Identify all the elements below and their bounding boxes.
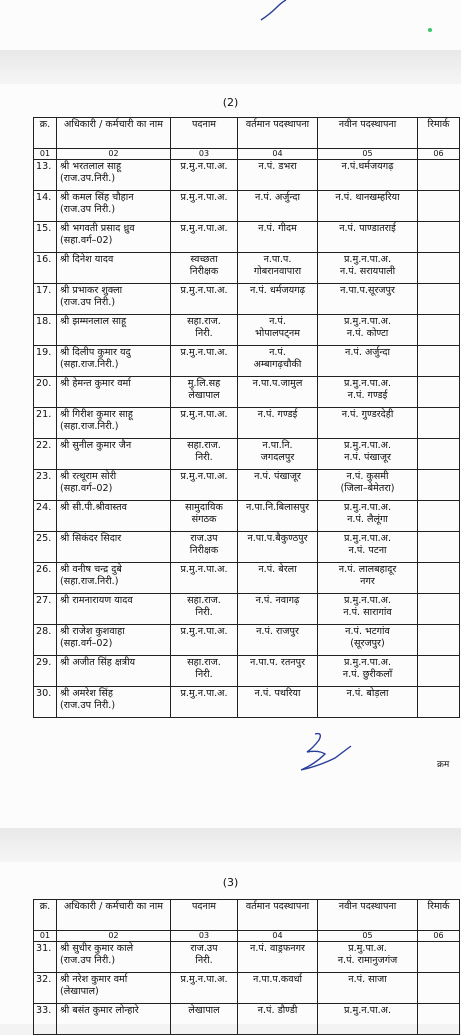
table-row — [34, 687, 460, 718]
cell-name: श्री बसंत कुमार लोन्हारे — [57, 1004, 171, 1035]
cell-sn: 28. — [34, 625, 57, 656]
cell-sn: 29. — [34, 656, 57, 687]
cell-sn: 24. — [34, 501, 57, 532]
cell-post: प्र.मु.न.पा.अ. — [171, 222, 238, 253]
cell-new: प्र.मु.न.पा.अ. न.पं. पंखाजूर — [318, 439, 418, 470]
table-row — [34, 942, 460, 973]
cell-current: न.पं. गण्डई — [238, 408, 318, 439]
column-number: 02 — [57, 149, 171, 160]
cell-post: सहा.राज. निरी. — [171, 594, 238, 625]
signature-bottom — [285, 730, 355, 778]
cell-name: श्री सुनील कुमार जैन — [57, 439, 171, 470]
column-number: 03 — [171, 149, 238, 160]
cell-current: न.पा.प.जामुल — [238, 377, 318, 408]
table-row — [34, 532, 460, 563]
header-cell: रिमार्क — [418, 900, 460, 931]
cell-sn: 21. — [34, 408, 57, 439]
cell-name: श्री झम्मनलाल साहू — [57, 315, 171, 346]
cell-current: न.पं. धर्मजयगढ़ — [238, 284, 318, 315]
cell-name: श्री कमल सिंह चौहान (राज.उप निरी.) — [57, 191, 171, 222]
page-1-bottom — [0, 0, 461, 50]
table-row — [34, 563, 460, 594]
cell-name: श्री अजीत सिंह क्षत्रीय — [57, 656, 171, 687]
header-cell: नवीन पदस्थापना — [318, 900, 418, 931]
cell-post: प्र.मु.न.पा.अ. — [171, 687, 238, 718]
page-gap — [0, 828, 461, 862]
table-row — [34, 284, 460, 315]
cell-current: न.पा.नि.बिलासपुर — [238, 501, 318, 532]
cell-sn: 13. — [34, 160, 57, 191]
column-number: 05 — [318, 931, 418, 942]
cell-sn: 26. — [34, 563, 57, 594]
table-row — [34, 346, 460, 377]
table-row — [34, 160, 460, 191]
cell-name: श्री रामनारायण यादव — [57, 594, 171, 625]
page-number: (3) — [222, 876, 239, 889]
cell-name: श्री सी.पी.श्रीवास्तव — [57, 501, 171, 532]
column-number: 04 — [238, 149, 318, 160]
transfer-table — [33, 117, 460, 718]
cell-sn: 22. — [34, 439, 57, 470]
cell-name: श्री दिनेश यादव — [57, 253, 171, 284]
cell-name: श्री वनीष चन्द्र दुबे (सहा.राज.निरी.) — [57, 563, 171, 594]
cell-current: न.पा.प.कवर्धा — [238, 973, 318, 1004]
cell-post: प्र.मु.न.पा.अ. — [171, 408, 238, 439]
cell-remark — [418, 284, 460, 315]
cell-new: प्र.मु.न.पा.अ. न.पं. गण्डई — [318, 377, 418, 408]
green-dot — [428, 28, 432, 32]
cell-current: न.पा.नि. जगदलपुर — [238, 439, 318, 470]
table-row — [34, 408, 460, 439]
cell-new: न.पं. भटगांव (सूरजपुर) — [318, 625, 418, 656]
cell-current: न.पं. अर्जुन्दा — [238, 191, 318, 222]
cell-remark — [418, 377, 460, 408]
cell-sn: 25. — [34, 532, 57, 563]
column-number: 04 — [238, 931, 318, 942]
cell-remark — [418, 563, 460, 594]
column-number-row — [34, 149, 460, 160]
column-number: 01 — [34, 149, 57, 160]
cell-remark — [418, 222, 460, 253]
cell-remark — [418, 439, 460, 470]
cell-remark — [418, 470, 460, 501]
cell-new: प्र.मु.न.पा.अ. न.पं. पटना — [318, 532, 418, 563]
table-row — [34, 973, 460, 1004]
cell-name: श्री रत्थूराम सोरी (सहा.वर्ग–02) — [57, 470, 171, 501]
cell-name: श्री नरेश कुमार वर्मा (लेखापाल) — [57, 973, 171, 1004]
cell-sn: 27. — [34, 594, 57, 625]
cell-post: प्र.मु.न.पा.अ. — [171, 563, 238, 594]
cell-sn: 18. — [34, 315, 57, 346]
cell-name: श्री भगवती प्रसाद ध्रुव (सहा.वर्ग–02) — [57, 222, 171, 253]
cell-remark — [418, 625, 460, 656]
cell-post: मु.लि.सह लेखापाल — [171, 377, 238, 408]
table-row — [34, 191, 460, 222]
cell-name: श्री सिकंदर सिदार — [57, 532, 171, 563]
cell-new: प्र.मु.न.पा.अ. न.पं. सारागांव — [318, 594, 418, 625]
signature-top — [258, 0, 288, 22]
cell-sn: 23. — [34, 470, 57, 501]
cell-current: न.पा.प. गोबरानवापारा — [238, 253, 318, 284]
cell-remark — [418, 160, 460, 191]
header-cell: पदनाम — [171, 118, 238, 149]
table-row — [34, 1004, 460, 1035]
cell-new: न.पं. बोड़ला — [318, 687, 418, 718]
cell-sn: 20. — [34, 377, 57, 408]
cell-remark — [418, 191, 460, 222]
table-row — [34, 377, 460, 408]
header-row — [34, 900, 460, 931]
column-number: 06 — [418, 931, 460, 942]
cell-new: प्र.मु.न.पा.अ. न.पं. लैलूंगा — [318, 501, 418, 532]
column-number-row — [34, 931, 460, 942]
cell-current: न.पं. पंखाजूर — [238, 470, 318, 501]
column-number: 05 — [318, 149, 418, 160]
table-row — [34, 470, 460, 501]
cell-new: प्र.मु.न.पा.अ. न.पं. छुरीकलाँ — [318, 656, 418, 687]
cell-name: श्री राजेश कुशवाहा (सहा.वर्ग–02) — [57, 625, 171, 656]
cell-current: न.पं. नवागढ़ — [238, 594, 318, 625]
cell-current: न.पं. अम्बागढ़चौकी — [238, 346, 318, 377]
table-row — [34, 625, 460, 656]
cell-new: प्र.मु.न.पा.अ. न.पं. कोण्टा — [318, 315, 418, 346]
cell-post: राज.उप निरीक्षक — [171, 532, 238, 563]
cell-new: न.पं.धर्मजयगढ़ — [318, 160, 418, 191]
cell-post: प्र.मु.न.पा.अ. — [171, 973, 238, 1004]
cell-current: न.पं. वाड्रफनगर — [238, 942, 318, 973]
table-row — [34, 222, 460, 253]
cell-remark — [418, 594, 460, 625]
cell-post: सामुदायिक संगठक — [171, 501, 238, 532]
cell-current: न.पं. गीदम — [238, 222, 318, 253]
page-gap — [0, 50, 461, 84]
cell-sn: 30. — [34, 687, 57, 718]
cell-new: न.पं. कुसमी (जिला–बेमेतरा) — [318, 470, 418, 501]
cell-sn: 14. — [34, 191, 57, 222]
cell-post: प्र.मु.न.पा.अ. — [171, 625, 238, 656]
cell-sn: 19. — [34, 346, 57, 377]
column-number: 01 — [34, 931, 57, 942]
cell-remark — [418, 1004, 460, 1035]
header-cell: पदनाम — [171, 900, 238, 931]
cell-name: श्री गिरीश कुमार साहू (सहा.राज.निरी.) — [57, 408, 171, 439]
cell-new: न.पा.प.सूरजपुर — [318, 284, 418, 315]
cell-post: प्र.मु.न.पा.अ. — [171, 470, 238, 501]
cell-remark — [418, 253, 460, 284]
header-cell: क्र. — [34, 900, 57, 931]
column-number: 03 — [171, 931, 238, 942]
cell-remark — [418, 501, 460, 532]
cell-remark — [418, 532, 460, 563]
cell-post: सहा.राज. निरी. — [171, 439, 238, 470]
header-cell: क्र. — [34, 118, 57, 149]
cell-name: श्री दिलीप कुमार यदु (सहा.राज.निरी.) — [57, 346, 171, 377]
continuation-word: क्रम — [437, 760, 450, 770]
cell-current: न.पं. बेरला — [238, 563, 318, 594]
column-number: 06 — [418, 149, 460, 160]
cell-sn: 31. — [34, 942, 57, 973]
header-row — [34, 118, 460, 149]
cell-name: श्री अमरेश सिंह (राज.उप निरी.) — [57, 687, 171, 718]
table-row — [34, 656, 460, 687]
cell-post: लेखापाल — [171, 1004, 238, 1035]
cell-post: राज.उप निरी. — [171, 942, 238, 973]
table-row — [34, 315, 460, 346]
cell-post: प्र.मु.न.पा.अ. — [171, 346, 238, 377]
cell-post: प्र.मु.न.पा.अ. — [171, 284, 238, 315]
cell-post: स्वच्छता निरीक्षक — [171, 253, 238, 284]
cell-post: सहा.राज. निरी. — [171, 656, 238, 687]
cell-remark — [418, 942, 460, 973]
cell-new: न.पं. थानखम्हरिया — [318, 191, 418, 222]
cell-sn: 17. — [34, 284, 57, 315]
cell-remark — [418, 687, 460, 718]
header-cell: नवीन पदस्थापना — [318, 118, 418, 149]
cell-name: श्री सुधीर कुमार काले (राज.उप निरी.) — [57, 942, 171, 973]
cell-new: न.पं. अर्जुन्दा — [318, 346, 418, 377]
cell-new: न.पं. लालबहादूर नगर — [318, 563, 418, 594]
header-cell: रिमार्क — [418, 118, 460, 149]
cell-post: प्र.मु.न.पा.अ. — [171, 191, 238, 222]
cell-new: न.पं. साजा — [318, 973, 418, 1004]
cell-sn: 15. — [34, 222, 57, 253]
cell-post: सहा.राज. निरी. — [171, 315, 238, 346]
cell-new: प्र.मु.पा.अ. न.पं. रामानुजगंज — [318, 942, 418, 973]
cell-remark — [418, 973, 460, 1004]
cell-sn: 16. — [34, 253, 57, 284]
header-cell: अधिकारी / कर्मचारी का नाम — [57, 900, 171, 931]
table-row — [34, 253, 460, 284]
cell-remark — [418, 346, 460, 377]
header-cell: वर्तमान पदस्थापना — [238, 900, 318, 931]
page-number: (2) — [222, 96, 239, 109]
table-row — [34, 594, 460, 625]
cell-name: श्री हेमन्त कुमार वर्मा — [57, 377, 171, 408]
header-cell: वर्तमान पदस्थापना — [238, 118, 318, 149]
cell-name: श्री प्रभाकर शुक्ला (राज.उप निरी.) — [57, 284, 171, 315]
transfer-table — [33, 899, 460, 1035]
cell-new: न.पं. पाण्डातराई — [318, 222, 418, 253]
table-row — [34, 439, 460, 470]
cell-name: श्री भरतलाल साहू (राज.उप.निरी.) — [57, 160, 171, 191]
cell-current: न.पं. डौण्डी — [238, 1004, 318, 1035]
cell-post: प्र.मु.न.पा.अ. — [171, 160, 238, 191]
cell-remark — [418, 656, 460, 687]
cell-current: न.पा.प.बैकुण्ठपुर — [238, 532, 318, 563]
cell-remark — [418, 315, 460, 346]
cell-current: न.पं. राजपुर — [238, 625, 318, 656]
cell-current: न.पं. पथरिया — [238, 687, 318, 718]
cell-sn: 32. — [34, 973, 57, 1004]
cell-remark — [418, 408, 460, 439]
cell-new: प्र.मु.न.पा.अ. न.पं. सरायपाली — [318, 253, 418, 284]
cell-sn: 33. — [34, 1004, 57, 1035]
cell-current: न.पं. भोपालपट्नम — [238, 315, 318, 346]
cell-current: न.पं. डभरा — [238, 160, 318, 191]
table-row — [34, 501, 460, 532]
cell-new: न.पं. गुण्डरदेही — [318, 408, 418, 439]
column-number: 02 — [57, 931, 171, 942]
cell-new: प्र.मु.न.पा.अ. — [318, 1004, 418, 1035]
cell-current: न.पा.प. रतनपुर — [238, 656, 318, 687]
header-cell: अधिकारी / कर्मचारी का नाम — [57, 118, 171, 149]
